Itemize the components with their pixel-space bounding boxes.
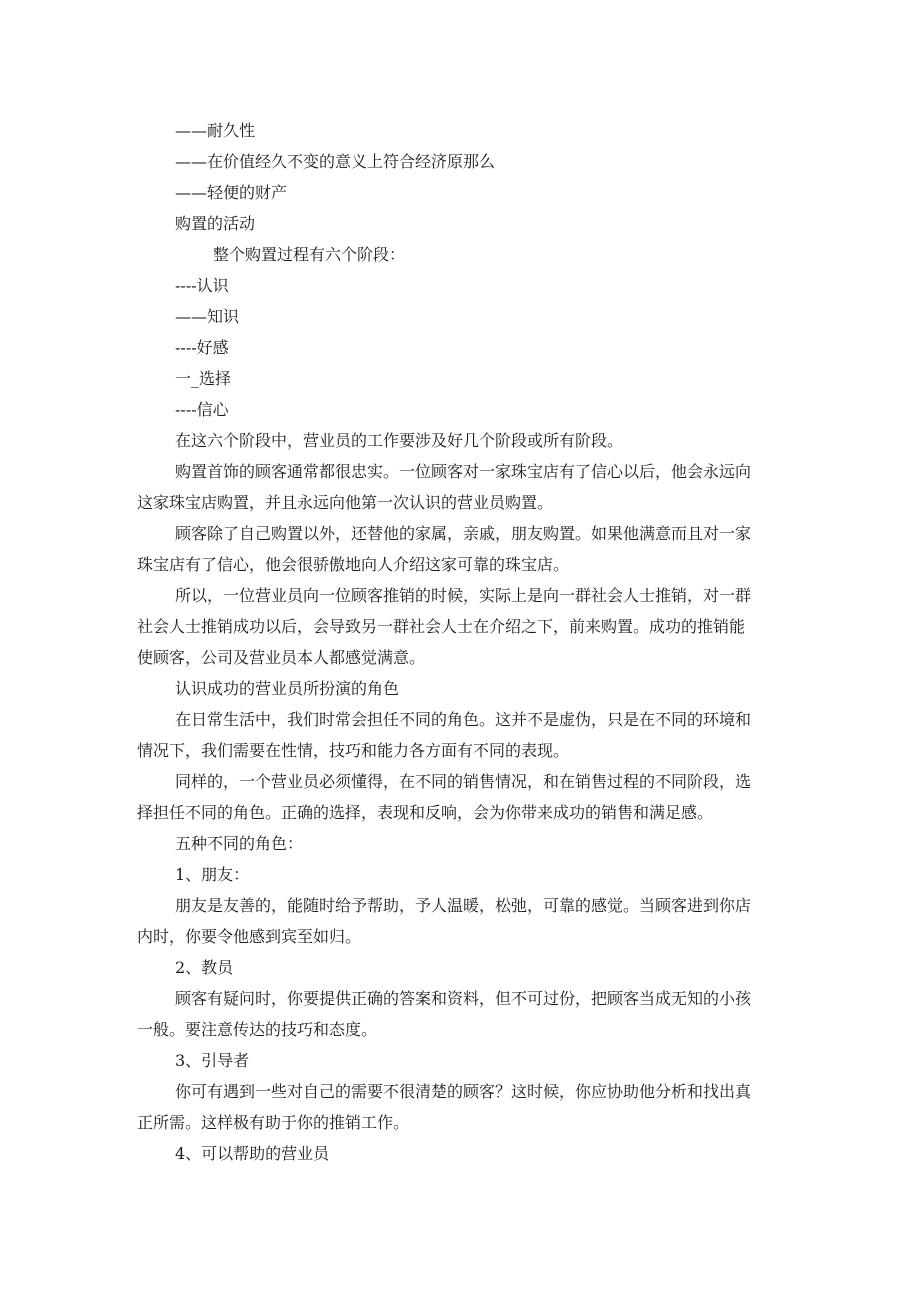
role-heading-guide: 3、引导者 — [175, 1051, 250, 1070]
stage-item: ----信心 — [175, 400, 229, 419]
section-heading-roles: 认识成功的营业员所扮演的角色 — [175, 679, 400, 698]
paragraph-line: 正所需。这样极有助于你的推销工作。 — [137, 1113, 410, 1132]
stage-item: ——知识 — [175, 307, 240, 326]
paragraph-line: 在这六个阶段中，营业员的工作要涉及好几个阶段或所有阶段。 — [175, 431, 624, 450]
list-item-value: ——在价值经久不变的意义上符合经济原那么 — [175, 152, 496, 171]
paragraph-line: 使顾客，公司及营业员本人都感觉满意。 — [137, 648, 426, 667]
role-heading-friend: 1、朋友： — [175, 865, 250, 884]
paragraph-line: 情况下，我们需要在性情，技巧和能力各方面有不同的表现。 — [137, 741, 570, 760]
paragraph-line: 顾客有疑问时，你要提供正确的答案和资料，但不可过份，把顾客当成无知的小孩 — [175, 989, 752, 1008]
role-heading-teacher: 2、教员 — [175, 958, 234, 977]
list-item-durability: ——耐久性 — [175, 121, 256, 140]
list-item-portable: ——轻便的财产 — [175, 183, 288, 202]
paragraph-line: 同样的，一个营业员必须懂得，在不同的销售情况，和在销售过程的不同阶段，选 — [175, 772, 752, 791]
paragraph-line: 购置首饰的顾客通常都很忠实。一位顾客对一家珠宝店有了信心以后，他会永远向 — [175, 462, 752, 481]
section-heading-purchase: 购置的活动 — [175, 214, 256, 233]
section-heading-five-roles: 五种不同的角色： — [175, 834, 304, 853]
paragraph-line: 在日常生活中，我们时常会担任不同的角色。这并不是虚伪，只是在不同的环境和 — [175, 710, 752, 729]
stage-item: ----认识 — [175, 276, 229, 295]
paragraph-line: 朋友是友善的，能随时给予帮助，予人温暖，松弛，可靠的感觉。当顾客进到你店 — [175, 896, 752, 915]
stage-item: ----好感 — [175, 338, 229, 357]
role-heading-helper: 4、可以帮助的营业员 — [175, 1144, 330, 1163]
paragraph-line: 社会人士推销成功以后，会导致另一群社会人士在介绍之下，前来购置。成功的推销能 — [137, 617, 746, 636]
paragraph-stages-intro: 整个购置过程有六个阶段： — [213, 245, 406, 264]
paragraph-line: 所以，一位营业员向一位顾客推销的时候，实际上是向一群社会人士推销，对一群 — [175, 586, 752, 605]
stage-item: 一_选择 — [175, 369, 232, 388]
paragraph-line: 择担任不同的角色。正确的选择，表现和反响，会为你带来成功的销售和满足感。 — [137, 803, 714, 822]
paragraph-line: 一般。要注意传达的技巧和态度。 — [137, 1020, 378, 1039]
paragraph-line: 顾客除了自己购置以外，还替他的家属，亲戚，朋友购置。如果他满意而且对一家 — [175, 524, 752, 543]
paragraph-line: 珠宝店有了信心，他会很骄傲地向人介绍这家可靠的珠宝店。 — [137, 555, 570, 574]
paragraph-line: 你可有遇到一些对自己的需要不很清楚的顾客？这时候，你应协助他分析和找出真 — [175, 1082, 752, 1101]
paragraph-line: 这家珠宝店购置，并且永远向他第一次认识的营业员购置。 — [137, 493, 554, 512]
paragraph-line: 内时，你要令他感到宾至如归。 — [137, 927, 362, 946]
